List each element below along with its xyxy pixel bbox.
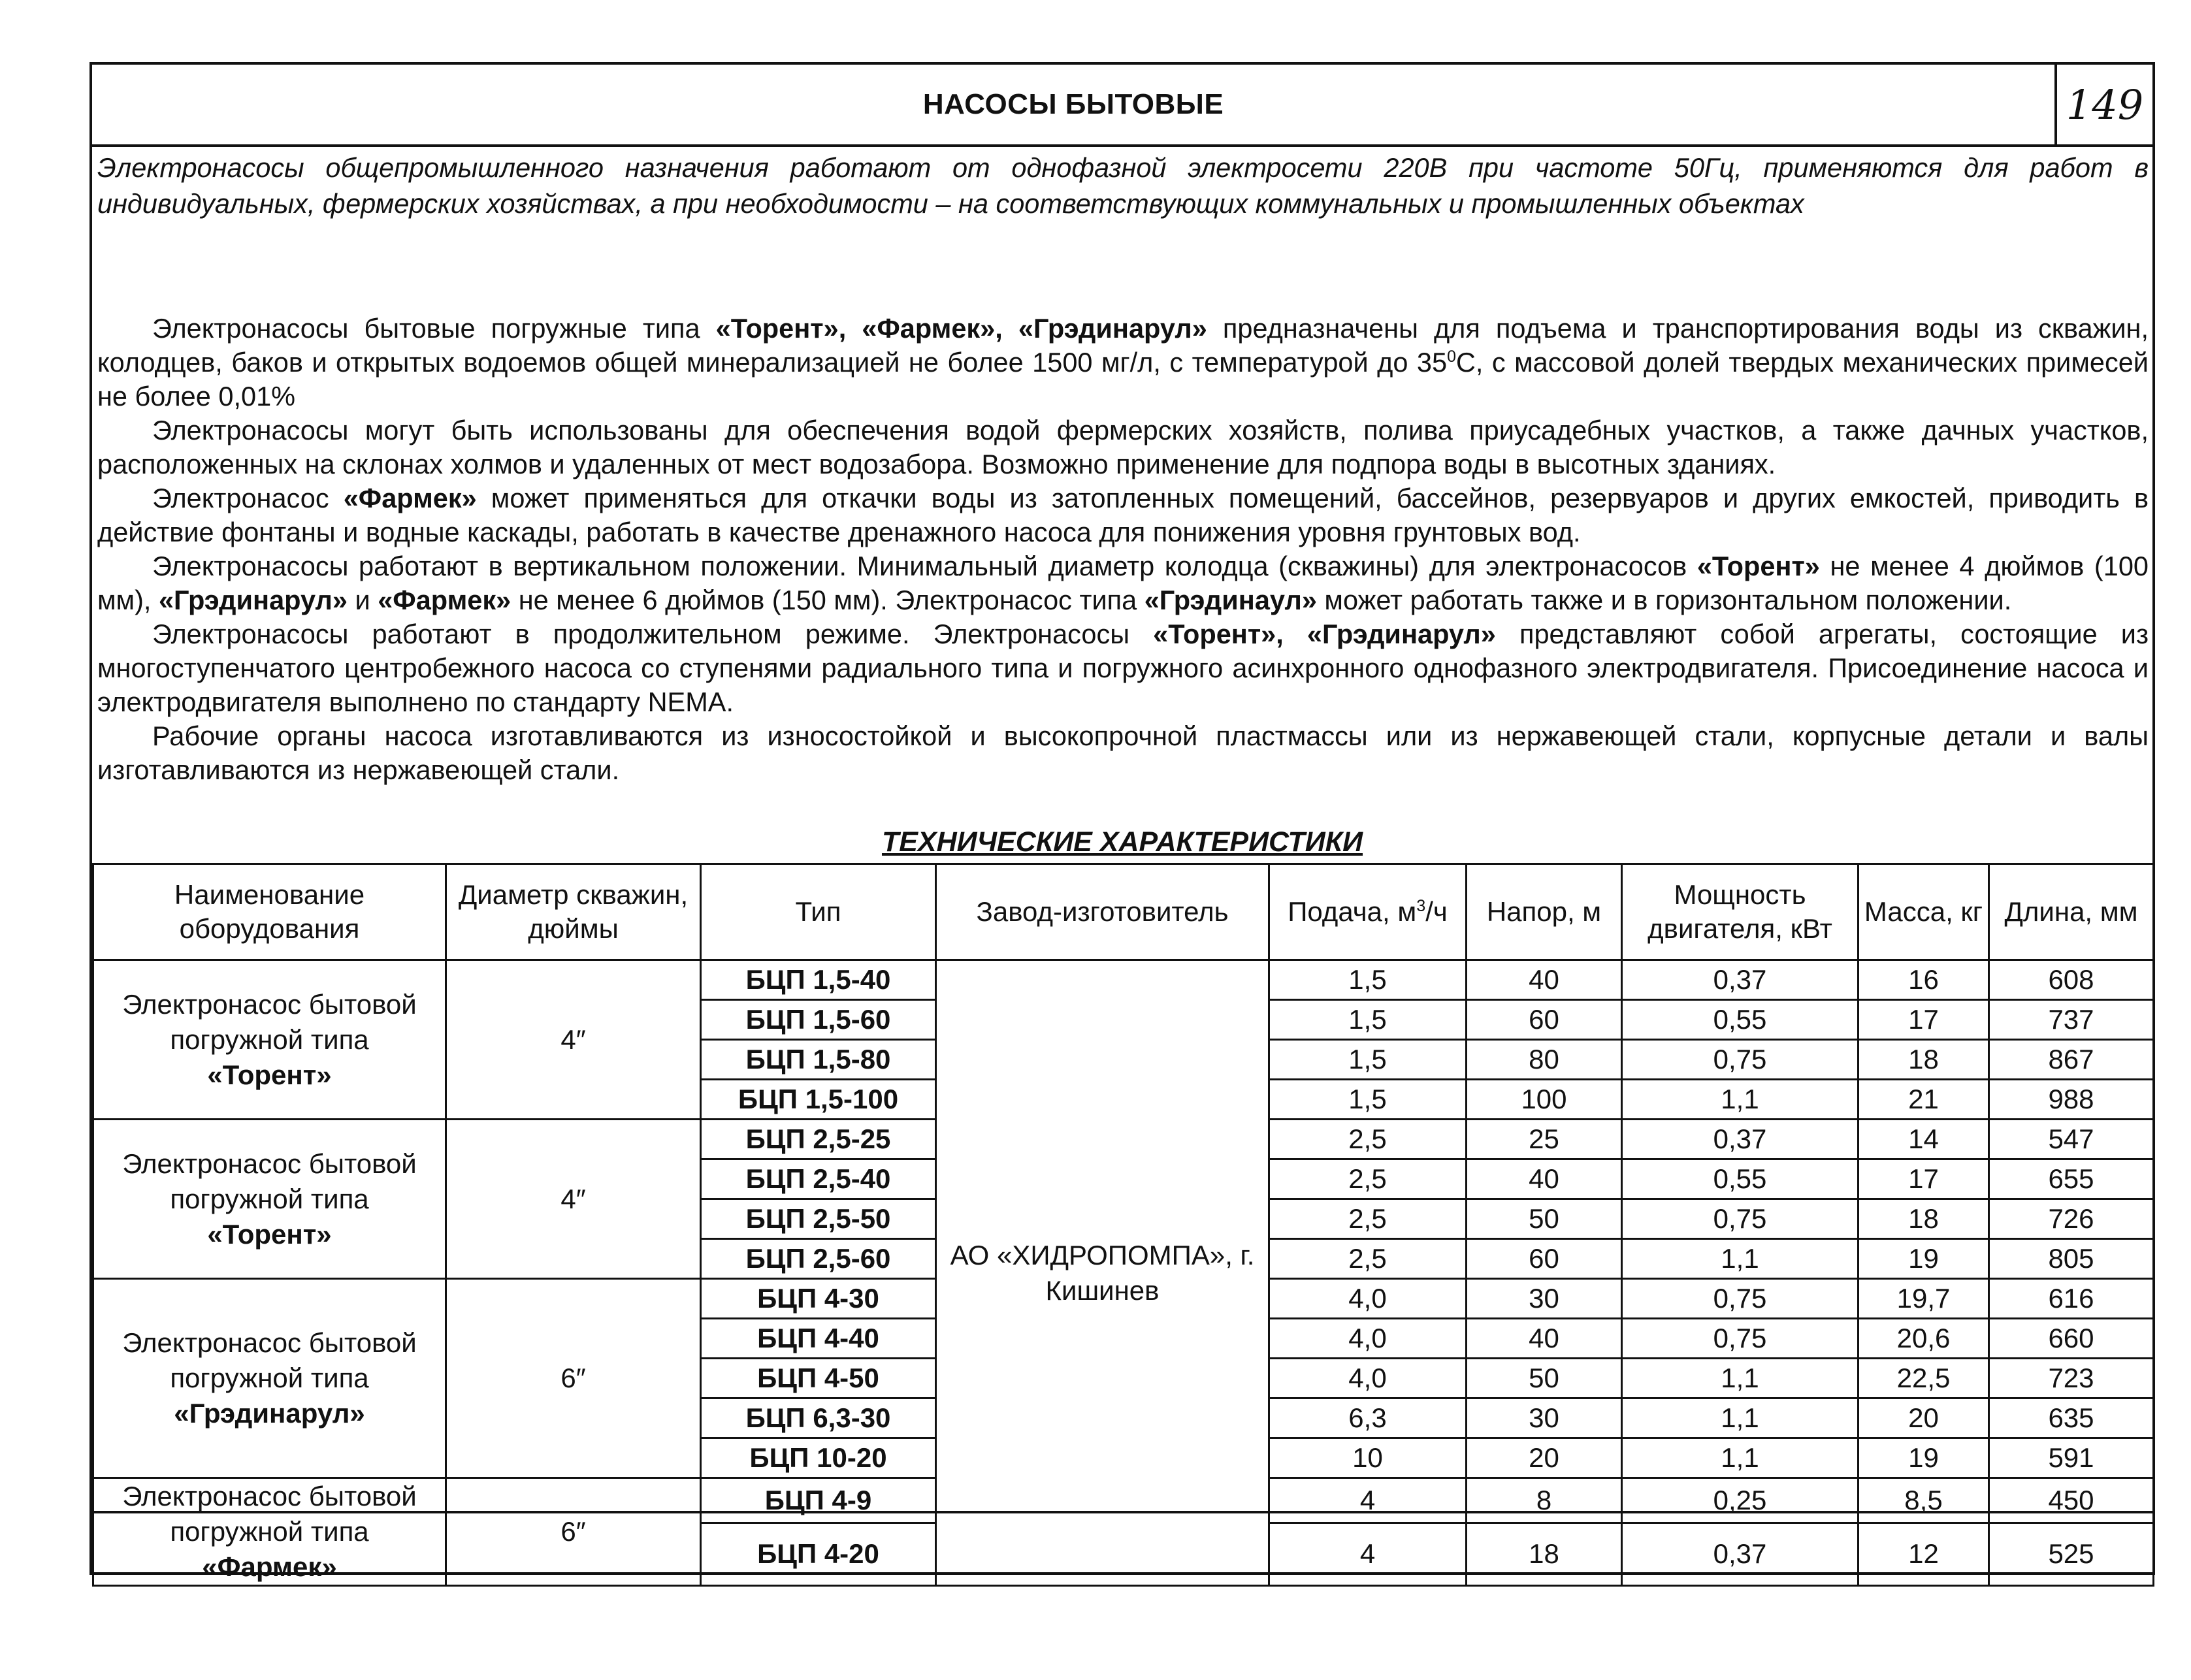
footer-blank-row — [92, 1511, 2152, 1572]
type-cell: БЦП 10-20 — [701, 1438, 936, 1478]
power-cell: 1,1 — [1622, 1438, 1858, 1478]
text-run: предназначены для подъема и транспортирования воды из скважин, колодцев, баков и открытых водоемов общей минерализацией не более 1500 мг/л, с температурой до 35 — [97, 313, 2149, 378]
type-cell: БЦП 6,3-30 — [701, 1398, 936, 1438]
text-run: может работать также и в горизонтальном положении. — [1316, 585, 2012, 615]
page-frame — [89, 62, 2155, 1582]
equipment-name-cell — [93, 1279, 446, 1478]
text-run: представляют собой агрегаты, состоящие из многоступенчатого центробежного насоса со ступенями радиального типа и погружного асинхронного однофазного электродвигателя. Присоединение насоса и электродвигателя выполнено по стандарту NEMA. — [97, 619, 2149, 717]
flow-cell: 1,5 — [1269, 960, 1467, 1000]
head-cell: 50 — [1467, 1199, 1622, 1239]
power-cell: 1,1 — [1622, 1080, 1858, 1120]
flow-cell: 2,5 — [1269, 1159, 1467, 1199]
text-bold: «Торент», «Фармек», «Грэдинарул» — [715, 313, 1207, 344]
type-cell: БЦП 2,5-25 — [701, 1120, 936, 1159]
length-cell: 805 — [1989, 1239, 2154, 1279]
text-run: может применяться для откачки воды из затопленных помещений, бассейнов, резервуаров и других емкостей, приводить в действие фонтаны и водные каскады, работать в качестве дренажного насоса для понижения уровня грунтовых вод. — [97, 483, 2149, 547]
text-bold: «Торент» — [1696, 551, 1820, 581]
length-cell: 616 — [1989, 1279, 2154, 1319]
text-run: Электронасосы бытовые погружные типа — [152, 313, 716, 344]
page-header — [92, 65, 2152, 147]
text-bold: «Грэдинаул» — [1144, 585, 1317, 615]
table-header-row — [93, 864, 2154, 960]
length-cell: 591 — [1989, 1438, 2154, 1478]
text-run: Электронасос — [152, 483, 344, 513]
type-cell: БЦП 2,5-40 — [701, 1159, 936, 1199]
power-cell: 0,55 — [1622, 1000, 1858, 1040]
paragraph-operation — [97, 617, 2149, 719]
superscript: 3 — [1416, 897, 1426, 915]
section-title: ТЕХНИЧЕСКИЕ ХАРАКТЕРИСТИКИ — [881, 826, 1363, 858]
length-cell: 655 — [1989, 1159, 2154, 1199]
intro-text: Электронасосы общепромышленного назначения работают от однофазной электросети 220В при частоте 50Гц, применяются для работ в индивидуальных, фермерских хозяйствах, а при необходимости – на соответствующих коммунальных и промышленных объектах — [97, 152, 2149, 219]
superscript: 0 — [1447, 347, 1456, 366]
col-header-maker: Завод-изготовитель — [936, 864, 1269, 960]
power-cell: 0,55 — [1622, 1159, 1858, 1199]
flow-cell: 4,0 — [1269, 1359, 1467, 1398]
type-cell: БЦП 4-40 — [701, 1319, 936, 1359]
mass-cell: 18 — [1858, 1040, 1989, 1080]
mass-cell: 19,7 — [1858, 1279, 1989, 1319]
power-cell: 0,75 — [1622, 1279, 1858, 1319]
power-cell: 0,75 — [1622, 1319, 1858, 1359]
head-cell: 25 — [1467, 1120, 1622, 1159]
type-cell: БЦП 1,5-100 — [701, 1080, 936, 1120]
diameter-cell: 4″ — [446, 960, 701, 1120]
col-header-head: Напор, м — [1467, 864, 1622, 960]
type-cell: БЦП 4-20 — [701, 1523, 936, 1585]
header-text: Подача, м — [1288, 896, 1417, 927]
length-cell: 723 — [1989, 1359, 2154, 1398]
equipment-name-cell — [93, 960, 446, 1120]
mass-cell: 20 — [1858, 1398, 1989, 1438]
type-cell: БЦП 1,5-60 — [701, 1000, 936, 1040]
flow-cell: 6,3 — [1269, 1398, 1467, 1438]
paragraph-purpose — [97, 312, 2149, 413]
flow-cell: 10 — [1269, 1438, 1467, 1478]
text-bold: «Фармек» — [378, 585, 511, 615]
mass-cell: 17 — [1858, 1000, 1989, 1040]
text-run: С, с массовой долей твердых механических примесей не более 0,01% — [97, 347, 2149, 412]
equipment-name: Электронасос бытовой погружной типа — [122, 1327, 417, 1393]
equipment-name: Электронасос бытовой погружной типа — [122, 1481, 417, 1547]
flow-cell: 1,5 — [1269, 1000, 1467, 1040]
text-run: не менее 6 дюймов (150 мм). Электронасос типа — [511, 585, 1144, 615]
head-cell: 60 — [1467, 1239, 1622, 1279]
text-run: Электронасосы работают в вертикальном положении. Минимальный диаметр колодца (скважины) для электронасосов — [152, 551, 1697, 581]
maker-cell: АО «ХИДРОПОМПА», г. Кишинев — [936, 960, 1269, 1586]
equipment-brand: «Торент» — [207, 1059, 332, 1090]
spec-table — [92, 863, 2154, 1587]
text-run: и — [347, 585, 378, 615]
equipment-name-cell — [93, 1120, 446, 1279]
mass-cell: 21 — [1858, 1080, 1989, 1120]
type-cell: БЦП 1,5-80 — [701, 1040, 936, 1080]
flow-cell: 1,5 — [1269, 1080, 1467, 1120]
power-cell: 0,75 — [1622, 1040, 1858, 1080]
diameter-cell: 6″ — [446, 1279, 701, 1478]
length-cell: 726 — [1989, 1199, 2154, 1239]
length-cell: 988 — [1989, 1080, 2154, 1120]
length-cell: 737 — [1989, 1000, 2154, 1040]
flow-cell: 2,5 — [1269, 1199, 1467, 1239]
power-cell: 0,37 — [1622, 960, 1858, 1000]
length-cell: 635 — [1989, 1398, 2154, 1438]
length-cell: 608 — [1989, 960, 2154, 1000]
head-cell: 18 — [1467, 1523, 1622, 1585]
power-cell: 0,37 — [1622, 1523, 1858, 1585]
type-cell: БЦП 4-30 — [701, 1279, 936, 1319]
head-cell: 8 — [1467, 1478, 1622, 1523]
equipment-brand: «Грэдинарул» — [174, 1398, 365, 1429]
page-number: 149 — [2054, 65, 2152, 144]
length-cell: 450 — [1989, 1478, 2154, 1523]
mass-cell: 19 — [1858, 1438, 1989, 1478]
col-header-power: Мощность двигателя, кВт — [1622, 864, 1858, 960]
paragraph-materials: Рабочие органы насоса изготавливаются из износостойкой и высокопрочной пластмассы или из нержавеющей стали, корпусные детали и валы изготавливаются из нержавеющей стали. — [97, 720, 2149, 785]
power-cell: 0,37 — [1622, 1120, 1858, 1159]
flow-cell: 4 — [1269, 1523, 1467, 1585]
head-cell: 60 — [1467, 1000, 1622, 1040]
type-cell: БЦП 2,5-50 — [701, 1199, 936, 1239]
power-cell: 1,1 — [1622, 1359, 1858, 1398]
head-cell: 40 — [1467, 1159, 1622, 1199]
type-cell: БЦП 4-9 — [701, 1478, 936, 1523]
head-cell: 40 — [1467, 960, 1622, 1000]
diameter-cell: 6″ — [446, 1478, 701, 1586]
head-cell: 30 — [1467, 1279, 1622, 1319]
head-cell: 20 — [1467, 1438, 1622, 1478]
head-cell: 40 — [1467, 1319, 1622, 1359]
mass-cell: 14 — [1858, 1120, 1989, 1159]
mass-cell: 8,5 — [1858, 1478, 1989, 1523]
flow-cell: 2,5 — [1269, 1239, 1467, 1279]
mass-cell: 18 — [1858, 1199, 1989, 1239]
page-title: НАСОСЫ БЫТОВЫЕ — [922, 88, 1224, 120]
power-cell: 1,1 — [1622, 1239, 1858, 1279]
power-cell: 1,1 — [1622, 1398, 1858, 1438]
equipment-brand: «Фармек» — [202, 1551, 337, 1582]
col-header-type: Тип — [701, 864, 936, 960]
mass-cell: 12 — [1858, 1523, 1989, 1585]
mass-cell: 17 — [1858, 1159, 1989, 1199]
equipment-name: Электронасос бытовой погружной типа — [122, 1148, 417, 1214]
text-bold: «Фармек» — [343, 483, 477, 513]
mass-cell: 20,6 — [1858, 1319, 1989, 1359]
type-cell: БЦП 4-50 — [701, 1359, 936, 1398]
length-cell: 525 — [1989, 1523, 2154, 1585]
type-cell: БЦП 1,5-40 — [701, 960, 936, 1000]
mass-cell: 22,5 — [1858, 1359, 1989, 1398]
paragraph-farmek — [97, 481, 2149, 549]
diameter-cell: 4″ — [446, 1120, 701, 1279]
head-cell: 30 — [1467, 1398, 1622, 1438]
head-cell: 80 — [1467, 1040, 1622, 1080]
col-header-mass: Масса, кг — [1858, 864, 1989, 960]
table-row — [93, 960, 2154, 1000]
power-cell: 0,75 — [1622, 1199, 1858, 1239]
paragraph-usage: Электронасосы могут быть использованы для обеспечения водой фермерских хозяйств, полива приусадебных участков, а также дачных участков, расположенных на склонах холмов и удаленных от мест водозабора. Возможно применение для подпора воды в высотных зданиях. — [97, 415, 2149, 479]
col-header-diameter: Диаметр скважин, дюймы — [446, 864, 701, 960]
length-cell: 547 — [1989, 1120, 2154, 1159]
equipment-name: Электронасос бытовой погружной типа — [122, 988, 417, 1055]
flow-cell: 4 — [1269, 1478, 1467, 1523]
type-cell: БЦП 2,5-60 — [701, 1239, 936, 1279]
length-cell: 660 — [1989, 1319, 2154, 1359]
flow-cell: 4,0 — [1269, 1279, 1467, 1319]
col-header-name: Наименование оборудования — [93, 864, 446, 960]
flow-cell: 4,0 — [1269, 1319, 1467, 1359]
paragraph-position — [97, 549, 2149, 617]
mass-cell: 16 — [1858, 960, 1989, 1000]
head-cell: 100 — [1467, 1080, 1622, 1120]
flow-cell: 1,5 — [1269, 1040, 1467, 1080]
flow-cell: 2,5 — [1269, 1120, 1467, 1159]
equipment-brand: «Торент» — [207, 1218, 332, 1250]
header-text: /ч — [1425, 896, 1448, 927]
col-header-flow — [1269, 864, 1467, 960]
col-header-length: Длина, мм — [1989, 864, 2154, 960]
mass-cell: 19 — [1858, 1239, 1989, 1279]
power-cell: 0,25 — [1622, 1478, 1858, 1523]
length-cell: 867 — [1989, 1040, 2154, 1080]
head-cell: 50 — [1467, 1359, 1622, 1398]
description-body — [97, 312, 2149, 787]
text-bold: «Грэдинарул» — [158, 585, 348, 615]
text-run: Электронасосы работают в продолжительном режиме. Электронасосы — [152, 619, 1154, 649]
text-bold: «Торент», «Грэдинарул» — [1153, 619, 1496, 649]
text-run: не менее 4 дюймов (100 мм), — [97, 551, 2149, 615]
